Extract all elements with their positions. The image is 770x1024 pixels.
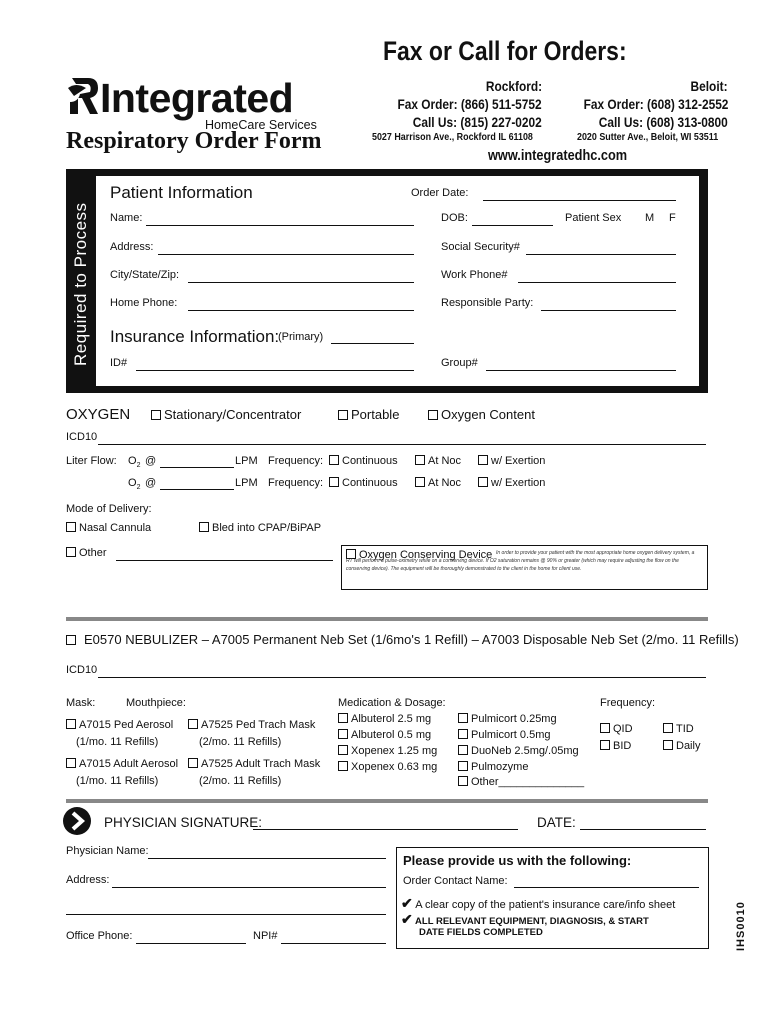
- a7525-ped-sub: (2/mo. 11 Refills): [199, 736, 282, 748]
- mask-label: Mask:: [66, 697, 96, 709]
- qid-checkbox[interactable]: [600, 723, 610, 733]
- website: www.integratedhc.com: [488, 147, 628, 164]
- side-label: Required to Process: [71, 202, 90, 366]
- bid-checkbox[interactable]: [600, 740, 610, 750]
- oxygen-icd-label: ICD10: [66, 431, 98, 443]
- qid-option[interactable]: QID: [600, 723, 633, 735]
- at-label-1: @: [145, 455, 157, 467]
- name-label: Name:: [110, 212, 143, 224]
- mouthpiece-label: Mouthpiece:: [126, 697, 186, 709]
- contact-label: Order Contact Name:: [403, 875, 508, 887]
- insurance-primary: (Primary): [278, 331, 324, 343]
- content-label: Oxygen Content: [441, 407, 535, 422]
- content-checkbox[interactable]: [428, 410, 438, 420]
- content-option[interactable]: [428, 407, 535, 422]
- divider-bottom: [66, 799, 708, 803]
- med-left-checkbox-3[interactable]: [338, 761, 348, 771]
- lpm-label-1: LPM: [235, 455, 258, 467]
- other-field[interactable]: [116, 560, 333, 561]
- med-left-checkbox-2[interactable]: [338, 745, 348, 755]
- address-label: Address:: [110, 241, 154, 253]
- sex-f[interactable]: F: [669, 212, 676, 224]
- medication-label: Medication & Dosage:: [338, 697, 446, 709]
- rockford-label: Rockford:: [485, 78, 542, 94]
- frequency-label-2: Frequency:: [268, 477, 324, 489]
- a7525-adult-option[interactable]: A7525 Adult Trach Mask: [188, 758, 320, 770]
- logo-name: Integrated: [100, 75, 294, 121]
- id-label: ID#: [110, 357, 128, 369]
- ssn-label: Social Security#: [441, 241, 520, 253]
- daily-option[interactable]: Daily: [663, 740, 700, 752]
- office-phone-field[interactable]: [136, 943, 246, 944]
- nebulizer-checkbox[interactable]: [66, 635, 76, 645]
- lpm-label-2: LPM: [235, 477, 258, 489]
- id-field[interactable]: [136, 370, 414, 371]
- med-right-4[interactable]: Other______________: [458, 776, 584, 788]
- a7525-ped-checkbox[interactable]: [188, 719, 198, 729]
- exertion-option-1[interactable]: w/ Exertion: [478, 455, 545, 467]
- rockford-address: 5027 Harrison Ave., Rockford IL 61108: [372, 131, 533, 143]
- med-right-checkbox-0[interactable]: [458, 713, 468, 723]
- a7015-adult-sub: (1/mo. 11 Refills): [76, 775, 159, 787]
- nebulizer-icd-label: ICD10: [66, 664, 98, 676]
- provide-item-2: ✔ ALL RELEVANT EQUIPMENT, DIAGNOSIS, & START: [401, 911, 649, 927]
- nasal-option[interactable]: Nasal Cannula: [66, 522, 151, 534]
- bled-checkbox[interactable]: [199, 522, 209, 532]
- liter-flow-label: Liter Flow:: [66, 455, 117, 467]
- med-left-checkbox-1[interactable]: [338, 729, 348, 739]
- med-right-2[interactable]: DuoNeb 2.5mg/.05mg: [458, 745, 579, 757]
- a7015-ped-sub: (1/mo. 11 Refills): [76, 736, 159, 748]
- physician-name-label: Physician Name:: [66, 845, 149, 857]
- a7525-ped-option[interactable]: A7525 Ped Trach Mask: [188, 719, 315, 731]
- nebulizer-icd-field[interactable]: [98, 677, 706, 678]
- portable-option[interactable]: [338, 407, 399, 422]
- med-right-checkbox-2[interactable]: [458, 745, 468, 755]
- other-option[interactable]: Other: [66, 547, 107, 559]
- continuous-checkbox-1[interactable]: [329, 455, 339, 465]
- med-right-checkbox-1[interactable]: [458, 729, 468, 739]
- oxygen-icd-field[interactable]: [98, 444, 706, 445]
- a7015-adult-checkbox[interactable]: [66, 758, 76, 768]
- continuous-option-2[interactable]: Continuous: [329, 477, 398, 489]
- exertion-checkbox-2[interactable]: [478, 477, 488, 487]
- mode-label: Mode of Delivery:: [66, 503, 152, 515]
- physician-address-label: Address:: [66, 874, 110, 886]
- ssn-field[interactable]: [526, 254, 676, 255]
- other-checkbox[interactable]: [66, 547, 76, 557]
- exertion-checkbox-1[interactable]: [478, 455, 488, 465]
- oxygen-title: OXYGEN: [66, 406, 131, 423]
- provide-item-2b: DATE FIELDS COMPLETED: [419, 927, 543, 938]
- check-icon: ✔: [401, 911, 413, 927]
- med-right-0[interactable]: Pulmicort 0.25mg: [458, 713, 557, 725]
- name-field[interactable]: [146, 225, 414, 226]
- address-field[interactable]: [158, 254, 414, 255]
- tid-checkbox[interactable]: [663, 723, 673, 733]
- conserving-option[interactable]: Oxygen Conserving Device: [346, 549, 492, 561]
- contact-field[interactable]: [514, 887, 699, 888]
- continuous-checkbox-2[interactable]: [329, 477, 339, 487]
- sex-label: Patient Sex: [565, 212, 622, 224]
- date-field[interactable]: [580, 829, 706, 830]
- flow-field-1[interactable]: [160, 467, 234, 468]
- at-noc-checkbox-1[interactable]: [415, 455, 425, 465]
- med-left-1[interactable]: Albuterol 0.5 mg: [338, 729, 431, 741]
- a7015-adult-option[interactable]: A7015 Adult Aerosol: [66, 758, 178, 770]
- med-right-checkbox-4[interactable]: [458, 776, 468, 786]
- at-noc-option-1[interactable]: At Noc: [415, 455, 461, 467]
- daily-checkbox[interactable]: [663, 740, 673, 750]
- a7015-ped-checkbox[interactable]: [66, 719, 76, 729]
- exertion-option-2[interactable]: w/ Exertion: [478, 477, 545, 489]
- beloit-address: 2020 Sutter Ave., Beloit, WI 53511: [577, 131, 719, 143]
- o2-label-2: $O_2$: [128, 477, 141, 492]
- beloit-call: Call Us: (608) 313-0800: [598, 114, 728, 130]
- signature-label: PHYSICIAN SIGNATURE:: [104, 815, 263, 830]
- home-phone-label: Home Phone:: [110, 297, 178, 309]
- insurance-title: Insurance Information:: [110, 327, 280, 346]
- med-right-checkbox-3[interactable]: [458, 761, 468, 771]
- at-noc-option-2[interactable]: At Noc: [415, 477, 461, 489]
- med-left-2[interactable]: Xopenex 1.25 mg: [338, 745, 437, 757]
- med-left-0[interactable]: Albuterol 2.5 mg: [338, 713, 431, 725]
- rockford-call: Call Us: (815) 227-0202: [412, 114, 542, 130]
- med-right-3[interactable]: Pulmozyme: [458, 761, 528, 773]
- patient-box-inner: [96, 176, 699, 386]
- work-phone-label: Work Phone#: [441, 269, 508, 281]
- med-left-checkbox-0[interactable]: [338, 713, 348, 723]
- tid-option[interactable]: TID: [663, 723, 694, 735]
- city-field[interactable]: [188, 282, 414, 283]
- logo-mark-icon: [66, 74, 100, 118]
- responsible-label: Responsible Party:: [441, 297, 534, 309]
- med-right-1[interactable]: Pulmicort 0.5mg: [458, 729, 550, 741]
- stationary-checkbox[interactable]: [151, 410, 161, 420]
- logo-sub: HomeCare Services: [205, 118, 317, 132]
- beloit-fax: Fax Order: (608) 312-2552: [583, 96, 728, 112]
- continuous-option-1[interactable]: Continuous: [329, 455, 398, 467]
- form-title: Respiratory Order Form: [66, 128, 322, 154]
- date-label: DATE:: [537, 815, 576, 830]
- o2-label-1: $O_2$: [128, 455, 141, 470]
- office-phone-label: Office Phone:: [66, 930, 133, 942]
- dob-label: DOB:: [441, 212, 468, 224]
- nasal-checkbox[interactable]: [66, 522, 76, 532]
- check-icon: ✔: [401, 895, 413, 911]
- a7525-adult-checkbox[interactable]: [188, 758, 198, 768]
- physician-address-field-2[interactable]: [66, 914, 386, 915]
- form-code: IHS0010: [735, 901, 747, 951]
- city-label: City/State/Zip:: [110, 269, 180, 281]
- order-date-field[interactable]: [483, 200, 676, 201]
- work-phone-field[interactable]: [518, 282, 676, 283]
- home-phone-field[interactable]: [188, 310, 414, 311]
- dob-field[interactable]: [472, 225, 553, 226]
- arrow-right-icon: [62, 806, 92, 836]
- flow-field-2[interactable]: [160, 489, 234, 490]
- stationary-option[interactable]: [151, 407, 301, 422]
- divider-top: [66, 617, 708, 621]
- group-field[interactable]: [486, 370, 676, 371]
- npi-field[interactable]: [281, 943, 386, 944]
- sex-m[interactable]: M: [645, 212, 655, 224]
- portable-label: Portable: [351, 407, 400, 422]
- physician-address-field[interactable]: [112, 887, 386, 888]
- bid-option[interactable]: BID: [600, 740, 631, 752]
- patient-title: Patient Information: [110, 183, 253, 202]
- physician-name-field[interactable]: [148, 858, 386, 859]
- neb-frequency-label: Frequency:: [600, 697, 656, 709]
- rockford-fax: Fax Order: (866) 511-5752: [397, 96, 542, 112]
- portable-checkbox[interactable]: [338, 410, 348, 420]
- insurance-primary-field[interactable]: [331, 343, 414, 344]
- a7015-ped-option[interactable]: A7015 Ped Aerosol: [66, 719, 173, 731]
- order-date-label: Order Date:: [411, 187, 469, 199]
- group-label: Group#: [441, 357, 478, 369]
- frequency-label-1: Frequency:: [268, 455, 324, 467]
- signature-field[interactable]: [253, 829, 518, 830]
- bled-option[interactable]: Bled into CPAP/BiPAP: [199, 522, 321, 534]
- at-noc-checkbox-2[interactable]: [415, 477, 425, 487]
- stationary-label: Stationary/Concentrator: [164, 407, 302, 422]
- provide-item-1: ✔ A clear copy of the patient's insurance care/info sheet: [401, 895, 676, 911]
- beloit-label: Beloit:: [690, 78, 728, 94]
- provide-title: Please provide us with the following:: [403, 853, 632, 868]
- at-label-2: @: [145, 477, 157, 489]
- conserving-note: In order to provide your patient with the most appropriate home oxygen delivery system, a RT will perform a pulse-oximetry while on a conserving device. If O2 saturation remains @ 90% or greater (which may require adjusting the flow on the conserving device). The equipment will be thoroughly demonstrated to the client in the home for client use.: [346, 550, 695, 572]
- npi-label: NPI#: [253, 930, 278, 942]
- med-left-3[interactable]: Xopenex 0.63 mg: [338, 761, 437, 773]
- fax-title: Fax or Call for Orders:: [383, 36, 627, 66]
- nebulizer-option[interactable]: [66, 632, 739, 647]
- nebulizer-title: E0570 NEBULIZER – A7005 Permanent Neb Set (1/6mo's 1 Refill) – A7003 Disposable Neb Set (2/mo. 11 Refills): [84, 632, 739, 647]
- a7525-adult-sub: (2/mo. 11 Refills): [199, 775, 282, 787]
- responsible-field[interactable]: [541, 310, 676, 311]
